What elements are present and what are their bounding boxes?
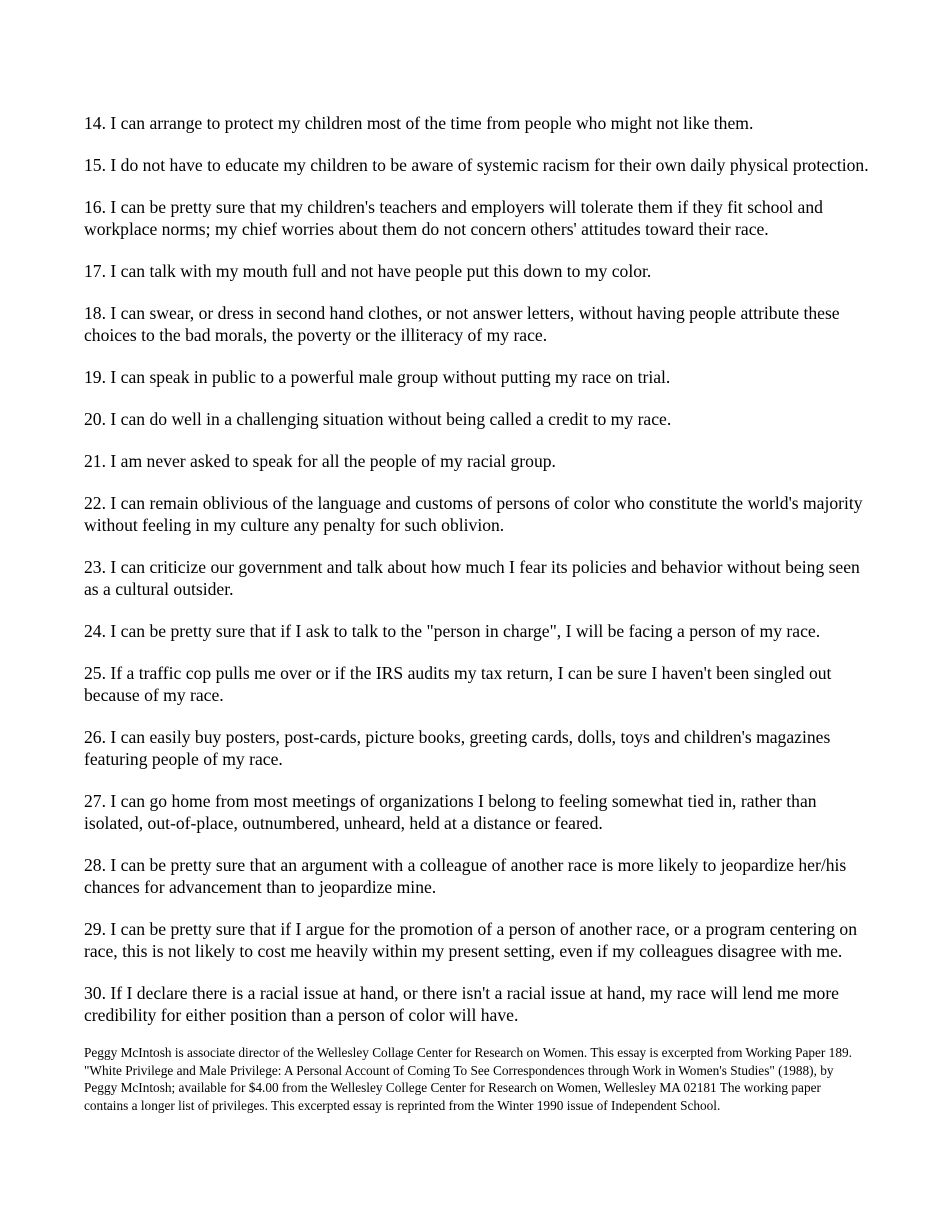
privilege-item-23: 23. I can criticize our government and talk about how much I fear its policies and behavior without being seen as a cultural outsider. [84, 557, 860, 599]
privilege-item-28: 28. I can be pretty sure that an argument with a colleague of another race is more likely to jeopardize her/his chances for advancement than to jeopardize mine. [84, 855, 847, 897]
privilege-item-29: 29. I can be pretty sure that if I argue for the promotion of a person of another race, or a program centering on race, this is not likely to cost me heavily within my present setting, even if my colleagues disagree with me. [84, 919, 858, 961]
privilege-item-14: 14. I can arrange to protect my children most of the time from people who might not like them. [84, 113, 754, 133]
privilege-item-25: 25. If a traffic cop pulls me over or if the IRS audits my tax return, I can be sure I haven't been singled out because of my race. [84, 663, 832, 705]
privilege-item-20: 20. I can do well in a challenging situation without being called a credit to my race. [84, 409, 672, 429]
author-footnote: Peggy McIntosh is associate director of the Wellesley Collage Center for Research on Women. This essay is excerpted from Working Paper 189. "White Privilege and Male Privilege: A Personal Account of Coming To See Correspondences through Work in Women's Studies" (1988), by Peggy McIntosh; available for $4.00 from the Wellesley College Center for Research on Women, Wellesley MA 02181 The working paper contains a longer list of privileges. This excerpted essay is reprinted from the Winter 1990 issue of Independent School. [84, 1045, 852, 1113]
privilege-item-22: 22. I can remain oblivious of the language and customs of persons of color who constitute the world's majority without feeling in my culture any penalty for such oblivion. [84, 493, 863, 535]
privilege-item-18: 18. I can swear, or dress in second hand clothes, or not answer letters, without having people attribute these choices to the bad morals, the poverty or the illiteracy of my race. [84, 303, 840, 345]
privilege-item-27: 27. I can go home from most meetings of organizations I belong to feeling somewhat tied in, rather than isolated, out-of-place, outnumbered, unheard, held at a distance or feared. [84, 791, 817, 833]
privilege-item-26: 26. I can easily buy posters, post-cards, picture books, greeting cards, dolls, toys and children's magazines featuring people of my race. [84, 727, 831, 769]
document-page [84, 112, 874, 1114]
privilege-item-19: 19. I can speak in public to a powerful male group without putting my race on trial. [84, 367, 671, 387]
privilege-item-24: 24. I can be pretty sure that if I ask to talk to the "person in charge", I will be facing a person of my race. [84, 621, 821, 641]
privilege-item-21: 21. I am never asked to speak for all the people of my racial group. [84, 451, 556, 471]
privilege-item-15: 15. I do not have to educate my children to be aware of systemic racism for their own daily physical protection. [84, 155, 869, 175]
privilege-item-16: 16. I can be pretty sure that my children's teachers and employers will tolerate them if they fit school and workplace norms; my chief worries about them do not concern others' attitudes toward their race. [84, 197, 823, 239]
privilege-item-30: 30. If I declare there is a racial issue at hand, or there isn't a racial issue at hand, my race will lend me more credibility for either position than a person of color will have. [84, 983, 839, 1025]
privilege-item-17: 17. I can talk with my mouth full and not have people put this down to my color. [84, 261, 652, 281]
